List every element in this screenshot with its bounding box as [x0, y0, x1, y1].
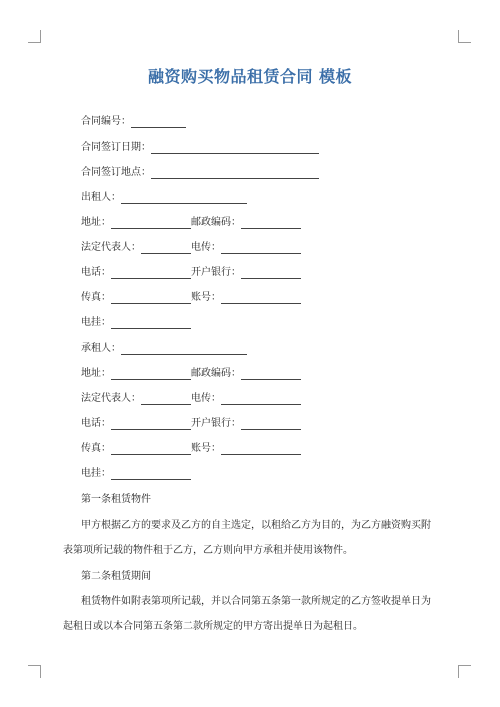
document-title: 融资购买物品租赁合同 模板	[147, 67, 353, 86]
lessor-phone-label: 电话：	[81, 267, 111, 278]
lessor-phone-blank[interactable]	[111, 267, 191, 279]
lessor-address-blank[interactable]	[111, 217, 191, 229]
lessee-cable-label: 电挂：	[81, 468, 111, 479]
lessor-bank-blank[interactable]	[241, 267, 301, 279]
lessor-telegram-label: 电传：	[191, 242, 221, 253]
lessor-legal-rep-line	[81, 241, 301, 255]
lessee-fax-line	[81, 442, 301, 456]
page-corner-mark-bottom-left	[28, 665, 41, 678]
lessor-postcode-label: 邮政编码：	[191, 217, 241, 228]
article-1-paragraph-line-1: 甲方根据乙方的要求及乙方的自主选定，以租给乙方为目的，为乙方融资购买附	[81, 520, 431, 531]
article-1-heading: 第一条租赁物件	[81, 494, 151, 505]
lessee-fax-label: 传真：	[81, 443, 111, 454]
lessor-label: 出租人：	[81, 192, 121, 203]
lessor-fax-blank[interactable]	[111, 292, 191, 304]
lessor-address-line	[81, 216, 301, 230]
lessor-line	[81, 191, 247, 205]
lessor-address-label: 地址：	[81, 217, 111, 228]
lessee-label: 承租人：	[81, 343, 121, 354]
lessor-phone-line	[81, 266, 301, 280]
lessee-phone-line	[81, 417, 301, 431]
lessor-fax-label: 传真：	[81, 292, 111, 303]
page-corner-mark-bottom-right	[458, 665, 471, 678]
lessee-phone-label: 电话：	[81, 418, 111, 429]
lessee-address-label: 地址：	[81, 368, 111, 379]
sign-date-line	[81, 141, 319, 155]
lessee-telegram-blank[interactable]	[221, 393, 301, 405]
sign-date-blank[interactable]	[151, 142, 319, 154]
article-2-paragraph-line-1: 租赁物件如附表第项所记载，并以合同第五条第一款所规定的乙方签收提单日为	[81, 596, 431, 607]
lessee-account-label: 账号：	[191, 443, 221, 454]
sign-place-blank[interactable]	[151, 167, 319, 179]
lessor-account-blank[interactable]	[221, 292, 301, 304]
page-corner-mark-top-left	[28, 30, 41, 43]
lessor-fax-line	[81, 291, 301, 305]
lessee-cable-line	[81, 467, 191, 481]
lessor-bank-label: 开户银行：	[191, 267, 241, 278]
lessee-postcode-label: 邮政编码：	[191, 368, 241, 379]
lessee-cable-blank[interactable]	[111, 468, 191, 480]
lessee-fax-blank[interactable]	[111, 443, 191, 455]
contract-number-line	[81, 115, 186, 129]
lessee-telegram-label: 电传：	[191, 393, 221, 404]
lessee-postcode-blank[interactable]	[241, 368, 301, 380]
article-2-paragraph-line-2: 起租日或以本合同第五条第二款所规定的甲方寄出提单日为起租日。	[63, 621, 363, 632]
lessor-telegram-blank[interactable]	[221, 242, 301, 254]
contract-number-label: 合同编号：	[81, 116, 131, 127]
article-2-heading: 第二条租赁期间	[81, 571, 151, 582]
lessor-blank[interactable]	[121, 192, 247, 204]
lessee-bank-label: 开户银行：	[191, 418, 241, 429]
lessor-cable-blank[interactable]	[111, 317, 191, 329]
lessee-address-line	[81, 367, 301, 381]
lessor-cable-line	[81, 316, 191, 330]
lessor-account-label: 账号：	[191, 292, 221, 303]
lessee-phone-blank[interactable]	[111, 418, 191, 430]
article-1-paragraph-line-2: 表第项所记载的物件租于乙方，乙方则向甲方承租并使用该物件。	[63, 545, 353, 556]
page-corner-mark-top-right	[458, 30, 471, 43]
lessee-legal-rep-label: 法定代表人：	[81, 393, 141, 404]
contract-number-blank[interactable]	[131, 116, 186, 128]
lessee-line	[81, 342, 247, 356]
sign-place-line	[81, 166, 319, 180]
lessee-account-blank[interactable]	[221, 443, 301, 455]
lessee-blank[interactable]	[121, 343, 247, 355]
lessor-postcode-blank[interactable]	[241, 217, 301, 229]
lessor-legal-rep-label: 法定代表人：	[81, 242, 141, 253]
lessor-cable-label: 电挂：	[81, 317, 111, 328]
lessee-legal-rep-line	[81, 392, 301, 406]
lessee-address-blank[interactable]	[111, 368, 191, 380]
lessee-legal-rep-blank[interactable]	[141, 393, 191, 405]
sign-place-label: 合同签订地点：	[81, 167, 151, 178]
sign-date-label: 合同签订日期：	[81, 142, 151, 153]
lessee-bank-blank[interactable]	[241, 418, 301, 430]
lessor-legal-rep-blank[interactable]	[141, 242, 191, 254]
